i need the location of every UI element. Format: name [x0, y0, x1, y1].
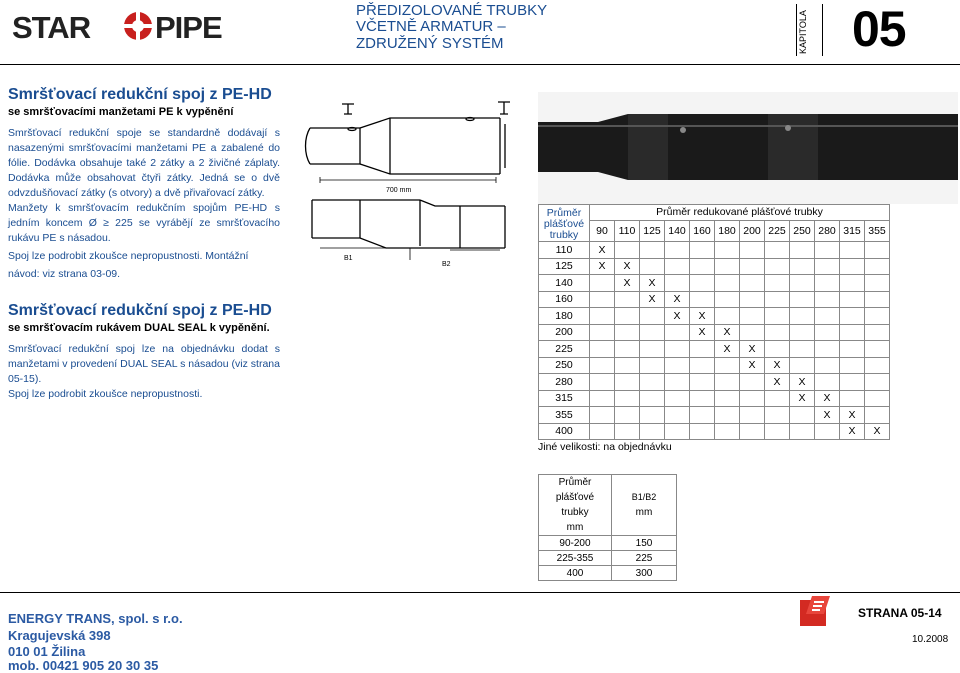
compat-cell	[740, 258, 765, 275]
table-note: Jiné velikosti: na objednávku	[538, 441, 672, 453]
compat-cell	[840, 341, 865, 358]
kapitola-label: KAPITOLA	[798, 10, 808, 54]
compat-cell	[615, 407, 640, 424]
compat-cell: X	[690, 308, 715, 325]
compat-cell	[740, 242, 765, 259]
compat-cell	[690, 374, 715, 391]
column-label: 200	[740, 220, 765, 241]
b-range: 90-200	[539, 536, 612, 551]
compat-cell: X	[840, 407, 865, 424]
b-dimension-table	[538, 474, 677, 581]
compat-cell	[615, 242, 640, 259]
compat-cell	[740, 275, 765, 292]
compat-cell	[815, 308, 840, 325]
compat-cell	[765, 341, 790, 358]
compat-cell	[740, 407, 765, 424]
compat-cell	[640, 390, 665, 407]
compat-cell	[640, 407, 665, 424]
compat-cell: X	[790, 374, 815, 391]
b-value: 150	[612, 536, 677, 551]
compat-cell	[715, 291, 740, 308]
compat-cell	[765, 324, 790, 341]
compat-cell: X	[740, 357, 765, 374]
compat-cell	[665, 258, 690, 275]
compat-cell: X	[790, 390, 815, 407]
compat-cell	[665, 390, 690, 407]
compat-cell	[690, 242, 715, 259]
table-row	[539, 423, 890, 440]
compat-cell	[615, 390, 640, 407]
compat-cell	[640, 341, 665, 358]
compat-cell	[615, 357, 640, 374]
section2-para2: Spoj lze podrobit zkoušce nepropustnosti.	[8, 388, 203, 400]
reducer-photo	[538, 92, 958, 204]
compat-cell: X	[815, 390, 840, 407]
b-table-header-b: B1/B2 mm	[612, 475, 677, 536]
compat-cell	[865, 291, 890, 308]
section2-subheading: se smršťovacím rukávem DUAL SEAL k vypěnění.	[8, 322, 270, 334]
compat-cell	[740, 308, 765, 325]
table-row	[539, 357, 890, 374]
compat-cell	[715, 407, 740, 424]
column-label: 90	[590, 220, 615, 241]
section1-para4: návod: viz strana 03-09.	[8, 268, 121, 280]
compat-cell: X	[665, 308, 690, 325]
compat-cell	[715, 390, 740, 407]
compat-cell	[790, 291, 815, 308]
table-row	[539, 242, 890, 259]
column-header: Průměr redukované plášťové trubky	[590, 205, 890, 221]
compat-cell	[640, 308, 665, 325]
compat-cell	[590, 357, 615, 374]
compat-cell: X	[615, 275, 640, 292]
compat-cell	[640, 423, 665, 440]
footer-street: Kragujevská 398	[8, 628, 111, 643]
compat-cell	[715, 357, 740, 374]
compat-cell	[615, 324, 640, 341]
compat-cell	[615, 423, 640, 440]
compat-cell	[690, 341, 715, 358]
compat-cell	[865, 308, 890, 325]
row-diameter: 280	[539, 374, 590, 391]
compat-cell	[690, 275, 715, 292]
compat-cell	[615, 291, 640, 308]
compat-cell	[765, 423, 790, 440]
compat-cell	[865, 324, 890, 341]
table-row	[539, 275, 890, 292]
column-label: 110	[615, 220, 640, 241]
compat-cell	[840, 308, 865, 325]
section1-subheading: se smršťovacími manžetami PE k vypěnění	[8, 106, 234, 118]
compat-cell	[765, 407, 790, 424]
section1-para1: Smršťovací redukční spoje se standardně dodávají s nasazenými smršťovacími manžetami PE a zabalené do fólie. Dodávka obsahuje také 2 zátky a 2 živičné záplaty. Dodávka může obsahovat čtyři zátky. Jedná se o dvě odvzdušňovací zátky (s otvory) a dvě přivařovací zátky.	[8, 127, 280, 199]
starpipe-logo	[12, 8, 257, 44]
compat-cell	[815, 324, 840, 341]
compat-cell: X	[590, 258, 615, 275]
compat-cell	[815, 423, 840, 440]
compat-cell	[765, 291, 790, 308]
b-value: 225	[612, 551, 677, 566]
compat-cell	[790, 341, 815, 358]
row-diameter: 125	[539, 258, 590, 275]
header-title-line2: VČETNĚ ARMATUR –	[356, 18, 506, 35]
compat-cell	[865, 275, 890, 292]
column-label: 125	[640, 220, 665, 241]
compat-cell: X	[840, 423, 865, 440]
page-number: STRANA 05-14	[858, 606, 942, 620]
compat-cell	[790, 357, 815, 374]
row-diameter: 110	[539, 242, 590, 259]
compat-cell: X	[740, 341, 765, 358]
row-diameter: 225	[539, 341, 590, 358]
row-diameter: 400	[539, 423, 590, 440]
left-column	[8, 86, 280, 402]
compat-cell: X	[865, 423, 890, 440]
header-divider	[822, 4, 823, 56]
compat-cell	[640, 374, 665, 391]
compat-cell	[690, 423, 715, 440]
compat-cell	[690, 357, 715, 374]
compat-cell	[640, 258, 665, 275]
compat-cell	[865, 258, 890, 275]
compat-cell	[865, 357, 890, 374]
compat-cell	[765, 275, 790, 292]
compat-cell	[865, 341, 890, 358]
compat-cell: X	[765, 357, 790, 374]
column-label: 355	[865, 220, 890, 241]
b-range: 400	[539, 566, 612, 581]
compat-cell	[690, 407, 715, 424]
compat-cell	[715, 242, 740, 259]
compat-cell	[765, 390, 790, 407]
compat-cell: X	[690, 324, 715, 341]
compat-cell	[715, 275, 740, 292]
compat-cell	[665, 423, 690, 440]
energy-trans-logo	[798, 592, 834, 628]
compat-cell	[840, 374, 865, 391]
compat-cell	[665, 275, 690, 292]
compat-cell	[590, 423, 615, 440]
compat-cell	[790, 242, 815, 259]
compat-cell	[590, 308, 615, 325]
compat-cell	[590, 291, 615, 308]
compat-cell: X	[640, 275, 665, 292]
compat-cell	[840, 324, 865, 341]
compat-cell	[715, 423, 740, 440]
compat-cell	[740, 374, 765, 391]
compat-cell	[590, 324, 615, 341]
compat-cell	[815, 258, 840, 275]
compat-cell	[615, 308, 640, 325]
compat-cell	[640, 357, 665, 374]
b-table-header-diameter: Průměr plášťové trubky mm	[539, 475, 612, 536]
section2-para1: Smršťovací redukční spoj lze na objednávku dodat s manžetami v provedení DUAL SEAL s násadou (viz strana 05-15).	[8, 343, 280, 385]
compat-cell	[740, 324, 765, 341]
table-row	[539, 407, 890, 424]
svg-text:700 mm: 700 mm	[386, 187, 412, 194]
compat-cell	[865, 374, 890, 391]
compat-cell	[740, 390, 765, 407]
row-diameter: 180	[539, 308, 590, 325]
compat-cell	[840, 242, 865, 259]
compat-cell	[790, 423, 815, 440]
compat-cell	[690, 390, 715, 407]
table-row	[539, 324, 890, 341]
table-row	[539, 374, 890, 391]
compat-cell	[665, 407, 690, 424]
svg-text:B1: B1	[344, 255, 353, 262]
row-diameter: 250	[539, 357, 590, 374]
header-title-line1: PŘEDIZOLOVANÉ TRUBKY	[356, 2, 548, 19]
compat-cell: X	[665, 291, 690, 308]
compat-cell	[690, 258, 715, 275]
column-label: 180	[715, 220, 740, 241]
svg-text:B2: B2	[442, 261, 451, 268]
compat-cell	[690, 291, 715, 308]
compat-cell	[790, 324, 815, 341]
compat-cell	[715, 374, 740, 391]
compat-cell	[790, 275, 815, 292]
compat-cell	[815, 374, 840, 391]
reducer-drawing	[300, 88, 526, 278]
compat-cell	[840, 258, 865, 275]
compat-cell	[590, 390, 615, 407]
compat-cell	[815, 291, 840, 308]
compat-cell	[840, 390, 865, 407]
plug-icon	[342, 102, 510, 114]
compat-cell: X	[640, 291, 665, 308]
table-row	[539, 341, 890, 358]
row-diameter: 315	[539, 390, 590, 407]
compat-cell	[665, 374, 690, 391]
table-row	[539, 308, 890, 325]
footer-company: ENERGY TRANS, spol. s r.o.	[8, 611, 183, 626]
compat-cell	[740, 291, 765, 308]
compat-cell: X	[615, 258, 640, 275]
compat-cell	[590, 341, 615, 358]
compat-cell	[840, 291, 865, 308]
compat-cell: X	[715, 324, 740, 341]
row-diameter: 160	[539, 291, 590, 308]
svg-text:STAR: STAR	[12, 10, 91, 44]
compat-cell	[715, 258, 740, 275]
compat-cell	[715, 308, 740, 325]
reduction-table	[538, 204, 890, 453]
compat-cell	[665, 324, 690, 341]
section1-heading: Smršťovací redukční spoj z PE-HD	[8, 86, 272, 103]
row-header: Průměr plášťové trubky	[539, 205, 590, 242]
compat-cell: X	[765, 374, 790, 391]
b-value: 300	[612, 566, 677, 581]
header-rule	[0, 64, 960, 65]
row-diameter: 355	[539, 407, 590, 424]
b-range: 225-355	[539, 551, 612, 566]
table-row	[539, 258, 890, 275]
compat-cell	[790, 308, 815, 325]
section2-heading: Smršťovací redukční spoj z PE-HD	[8, 302, 272, 319]
compat-cell: X	[590, 242, 615, 259]
compat-cell	[790, 258, 815, 275]
compat-cell	[865, 390, 890, 407]
compat-cell	[840, 275, 865, 292]
compat-cell	[590, 374, 615, 391]
table-row	[539, 291, 890, 308]
column-label: 140	[665, 220, 690, 241]
compat-cell	[615, 341, 640, 358]
compat-cell	[665, 341, 690, 358]
footer-city: 010 01 Žilina	[8, 644, 86, 659]
svg-text:PIPE: PIPE	[155, 10, 222, 44]
compat-cell	[815, 275, 840, 292]
compat-cell	[865, 407, 890, 424]
footer-phone: mob. 00421 905 20 30 35	[8, 658, 159, 673]
compat-cell	[765, 258, 790, 275]
compat-cell	[615, 374, 640, 391]
column-label: 250	[790, 220, 815, 241]
compat-cell	[640, 242, 665, 259]
compat-cell	[840, 357, 865, 374]
chapter-number: 05	[852, 1, 906, 57]
compat-cell	[815, 341, 840, 358]
compat-cell	[665, 242, 690, 259]
footer-date: 10.2008	[912, 634, 949, 645]
compat-cell: X	[815, 407, 840, 424]
row-diameter: 140	[539, 275, 590, 292]
compat-cell	[640, 324, 665, 341]
compat-cell	[590, 275, 615, 292]
compat-cell	[865, 242, 890, 259]
section1-para3: Spoj lze podrobit zkoušce nepropustnosti. Montážní	[8, 250, 249, 262]
column-label: 225	[765, 220, 790, 241]
compat-cell	[765, 242, 790, 259]
compat-cell	[740, 423, 765, 440]
compat-cell	[790, 407, 815, 424]
column-label: 280	[815, 220, 840, 241]
compat-cell	[665, 357, 690, 374]
compat-cell	[815, 357, 840, 374]
column-label: 160	[690, 220, 715, 241]
table-row	[539, 390, 890, 407]
column-label: 315	[840, 220, 865, 241]
row-diameter: 200	[539, 324, 590, 341]
compat-cell: X	[715, 341, 740, 358]
section1-para2: Manžety k smršťovacím redukčním spojům PE-HD s jedním koncem Ø ≥ 225 se vyrábějí ze smršťovacího rukávu PE s násadou.	[8, 202, 280, 244]
compat-cell	[765, 308, 790, 325]
compat-cell	[815, 242, 840, 259]
header-title-line3: ZDRUŽENÝ SYSTÉM	[356, 35, 504, 52]
compat-cell	[590, 407, 615, 424]
